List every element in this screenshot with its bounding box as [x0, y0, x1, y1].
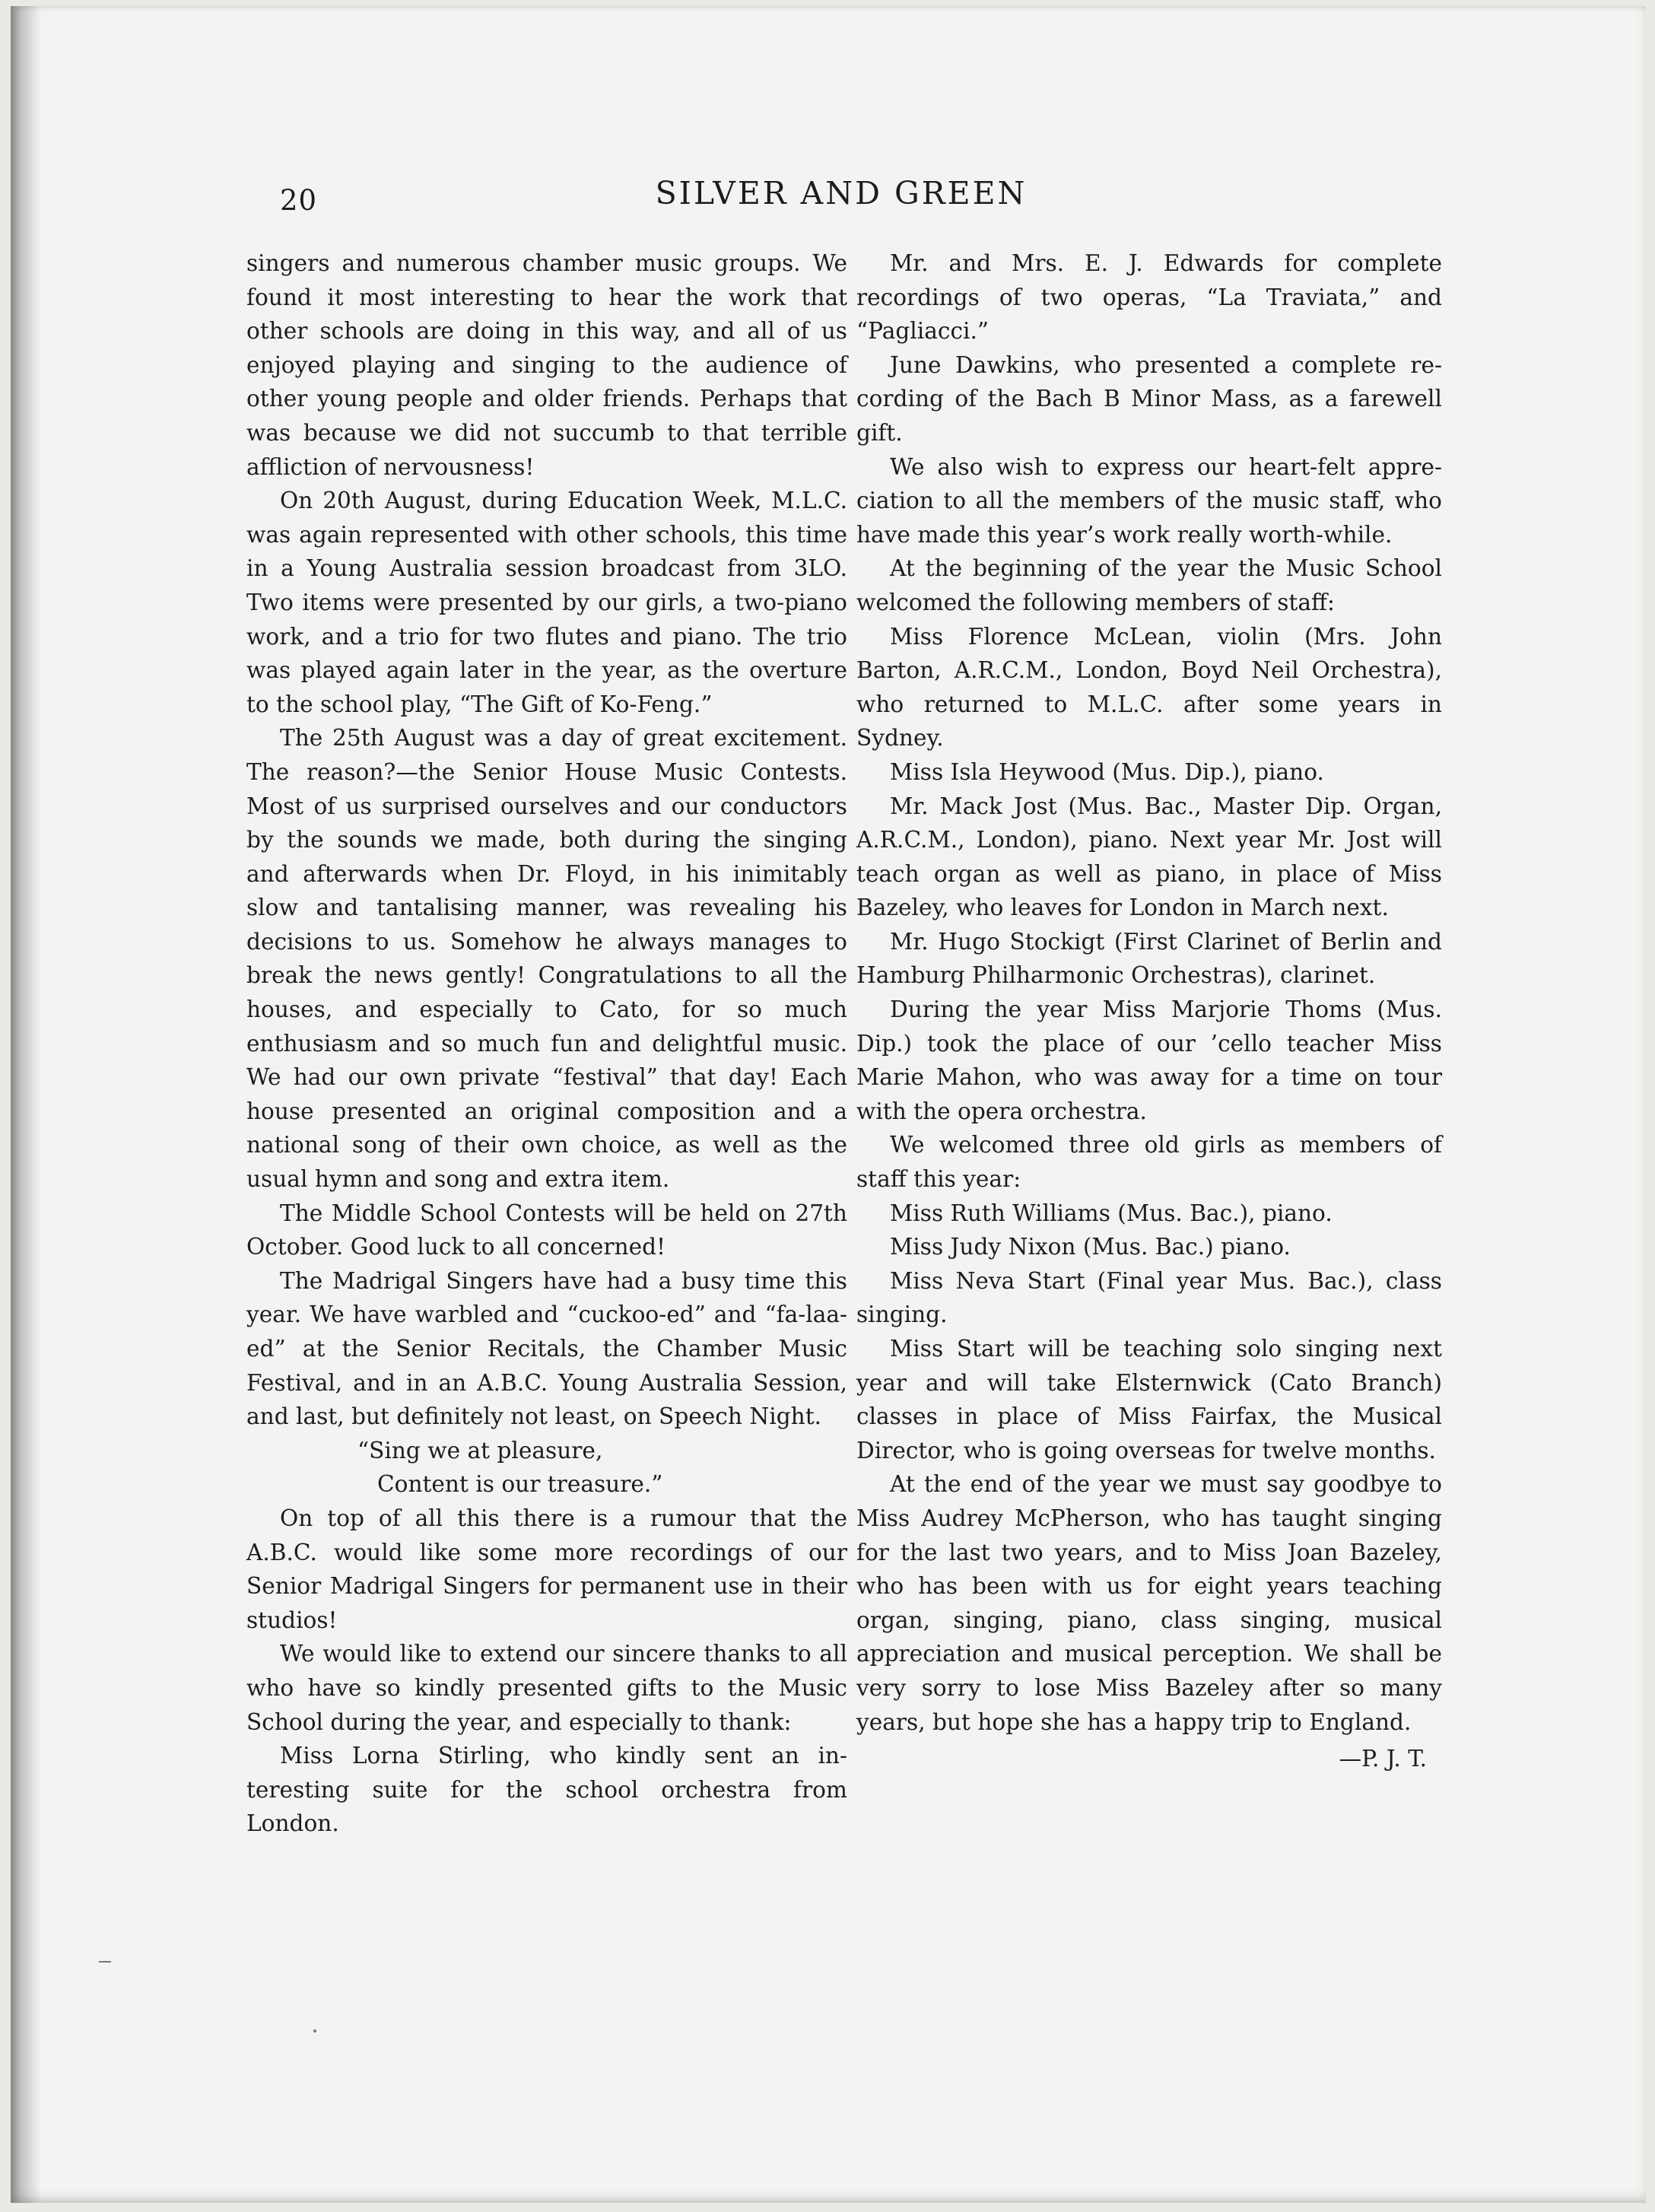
paragraph: During the year Miss Marjorie Thoms (Mus. Dip.) took the place of our ’cello teacher Miss Marie Mahon, who was away for a time on tour with the opera orchestra. [856, 996, 1442, 1124]
paragraph: Mr. Mack Jost (Mus. Bac., Master Dip. Organ, A.R.C.M., London), piano. Next year Mr. Jost will teach organ as well as piano, in place of Miss Bazeley, who leaves for London in March next. [856, 793, 1442, 921]
scanned-page [11, 6, 1646, 2203]
paragraph: The 25th August was a day of great excitement. The reason?—the Senior House Music Contests. Most of us surprised ourselves and our conductors by the sounds we made, both during the singing and afterwards when Dr. Floyd, in his inimitably slow and tantalising manner, was revealing his decisions to us. Somehow he always manages to break the news gently! Congratulations to all the houses, and especially to Cato, for so much enthusiasm and so much fun and delightful music. We had our own private “festival” that day! Each house presented an original composition and a national song of their own choice, as well as the usual hymn and song and extra item. [246, 725, 847, 1193]
paragraph: The Middle School Contests will be held on 27th October. Good luck to all concerned! [246, 1200, 847, 1260]
paragraph: Mr. and Mrs. E. J. Edwards for complete recordings of two operas, “La Traviata,” and “Pagliacci.” [856, 250, 1442, 345]
paragraph: The Madrigal Singers have had a busy time this year. We have warbled and “cuckoo-ed” and “fa-laa-ed” at the Senior Recitals, the Chamber Music Festival, and in an A.B.C. Young Australia Session, and last, but definitely not least, on Speech Night. [246, 1267, 847, 1430]
paragraph: We also wish to express our heart-felt appreciation to all the members of the music staff, who have made this year’s work really worth-while. [856, 453, 1442, 548]
scan-speck [99, 1961, 111, 1963]
running-title: SILVER AND GREEN [655, 175, 1028, 211]
paragraph: singers and numerous chamber music groups. We found it most interesting to hear the work that other schools are doing in this way, and all of us enjoyed playing and singing to the audience of other young people and older friends. Perhaps that was because we did not succumb to that terrible affliction of nervousness! [246, 250, 847, 480]
list-item: Miss Judy Nixon (Mus. Bac.) piano. [890, 1234, 1291, 1260]
paragraph: June Dawkins, who presented a complete recording of the Bach B Minor Mass, as a farewell gift. [856, 351, 1442, 446]
page-number: 20 [280, 184, 318, 217]
paragraph: At the beginning of the year the Music School welcomed the following members of staff: [856, 555, 1442, 615]
quote-line: Content is our treasure.” [377, 1471, 663, 1498]
paragraph: Miss Start will be teaching solo singing next year and will take Elsternwick (Cato Branch) classes in place of Miss Fairfax, the Musical Director, who is going overseas for twelve months. [856, 1336, 1442, 1464]
quote-line: “Sing we at pleasure, [357, 1437, 603, 1464]
paragraph: We would like to extend our sincere thanks to all who have so kindly presented gifts to the Music School during the year, and especially to thank: [246, 1641, 847, 1735]
paragraph: Miss Lorna Stirling, who kindly sent an interesting suite for the school orchestra from London. [246, 1743, 847, 1837]
list-item: Miss Neva Start (Final year Mus. Bac.), class singing. [856, 1267, 1442, 1328]
right-column [856, 246, 1442, 1776]
binding-shadow [11, 6, 41, 2203]
paragraph: We welcomed three old girls as members of staff this year: [856, 1132, 1442, 1193]
left-column [246, 246, 847, 1841]
paragraph: Miss Isla Heywood (Mus. Dip.), piano. [890, 758, 1324, 785]
paragraph: Mr. Hugo Stockigt (First Clarinet of Berlin and Hamburg Philharmonic Orchestras), clarinet. [856, 928, 1442, 989]
paragraph: Miss Florence McLean, violin (Mrs. John Barton, A.R.C.M., London, Boyd Neil Orchestra), who returned to M.L.C. after some years in Sydney. [856, 623, 1442, 752]
list-item: Miss Ruth Williams (Mus. Bac.), piano. [890, 1200, 1333, 1226]
paragraph: At the end of the year we must say goodbye to Miss Audrey McPherson, who has taught singing for the last two years, and to Miss Joan Bazeley, who has been with us for eight years teaching organ, singing, piano, class singing, musical appreciation and musical perception. We shall be very sorry to lose Miss Bazeley after so many years, but hope she has a happy trip to England. [856, 1471, 1442, 1735]
paragraph: On 20th August, during Education Week, M.L.C. was again represented with other schools, this time in a Young Australia session broadcast from 3LO. Two items were presented by our girls, a two-piano work, and a trio for two flutes and piano. The trio was played again later in the year, as the overture to the school play, “The Gift of Ko-Feng.” [246, 488, 847, 717]
paragraph: On top of all this there is a rumour that the A.B.C. would like some more recordings of our Senior Madrigal Singers for permanent use in their studios! [246, 1505, 847, 1633]
page-header [239, 175, 1444, 221]
signature: —P. J. T. [1339, 1746, 1427, 1772]
scan-speck [313, 2029, 316, 2032]
